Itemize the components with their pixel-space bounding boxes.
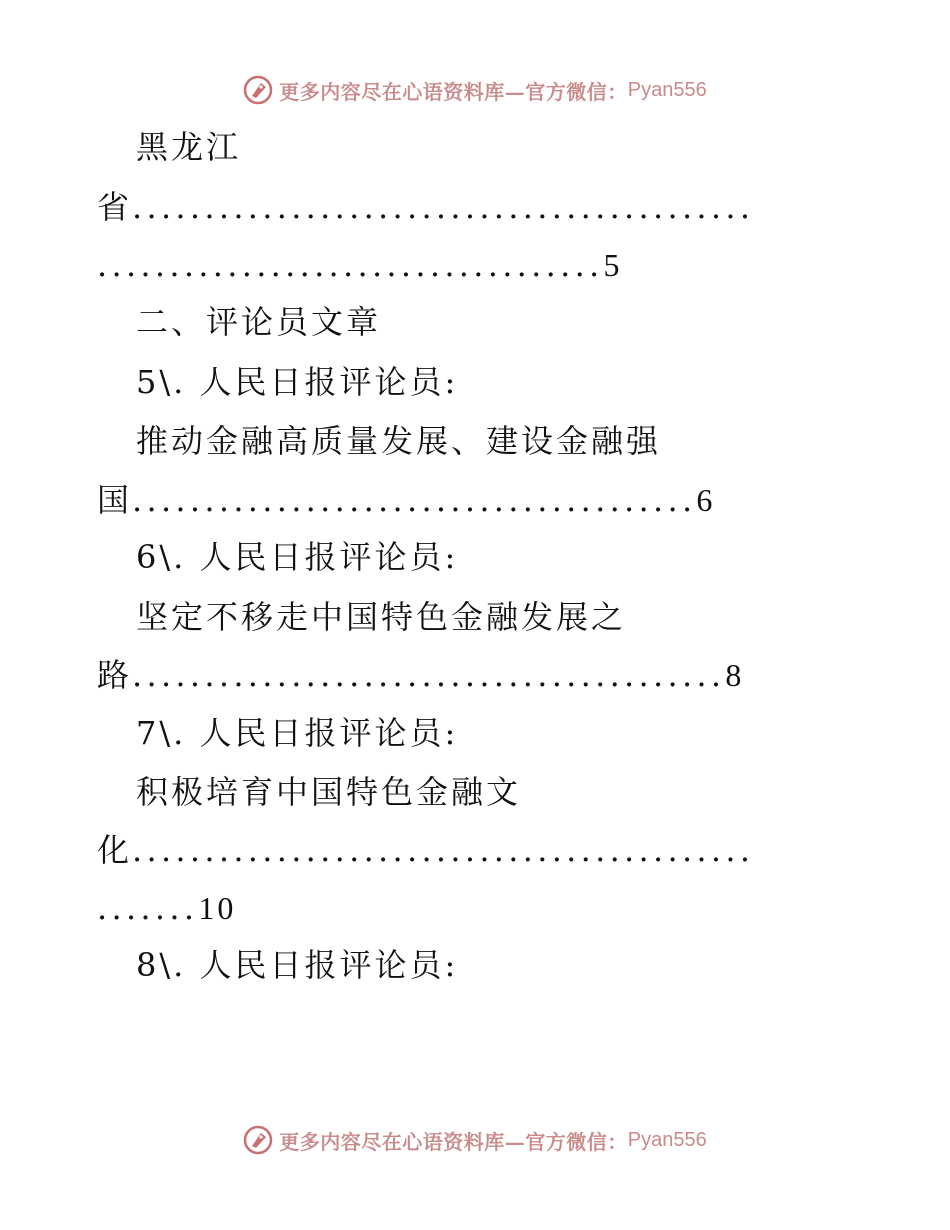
toc-entry-title-end: 省 bbox=[97, 188, 133, 226]
toc-entry-title: 坚定不移走中国特色金融发展之 bbox=[136, 598, 627, 636]
toc-entry-line bbox=[97, 830, 754, 870]
toc-entry-label: 5\. 人民日报评论员: bbox=[136, 363, 459, 401]
pen-nib-icon bbox=[243, 1125, 273, 1155]
toc-entry-title-end: 路 bbox=[97, 656, 133, 694]
toc-entry-line bbox=[97, 480, 715, 520]
pen-nib-icon bbox=[243, 75, 273, 105]
watermark-wechat-id: Pyan556 bbox=[627, 1128, 707, 1151]
toc-entry-label: 8\. 人民日报评论员: bbox=[136, 946, 459, 984]
toc-entry-title: 黑龙江 bbox=[136, 128, 242, 166]
toc-entry-line bbox=[97, 187, 754, 227]
toc-entry-label: 7\. 人民日报评论员: bbox=[136, 714, 459, 752]
watermark-wechat-id: Pyan556 bbox=[627, 78, 707, 101]
toc-page-number: 8 bbox=[725, 657, 745, 693]
toc-entry-line bbox=[97, 655, 744, 695]
toc-page-number: 5 bbox=[603, 247, 623, 283]
toc-entry-title: 积极培育中国特色金融文 bbox=[136, 773, 522, 811]
toc-entry-title-end: 化 bbox=[97, 831, 133, 869]
toc-leader-dots: ................................... bbox=[97, 246, 604, 284]
watermark-text: 更多内容尽在心语资料库—官方微信： bbox=[279, 1129, 628, 1154]
header-watermark bbox=[0, 70, 950, 110]
toc-page-number: 10 bbox=[198, 890, 237, 926]
toc-leader-dots: ......................................... bbox=[132, 656, 726, 694]
toc-entry-label: 6\. 人民日报评论员: bbox=[136, 538, 459, 576]
toc-leader-dots: ....................................... bbox=[132, 481, 697, 519]
watermark-text: 更多内容尽在心语资料库—官方微信： bbox=[279, 79, 628, 104]
toc-entry-line bbox=[97, 245, 623, 285]
toc-entry-title: 推动金融高质量发展、建设金融强 bbox=[136, 422, 662, 460]
footer-watermark bbox=[0, 1120, 950, 1160]
toc-leader-dots: ........................................... bbox=[132, 188, 755, 226]
toc-entry-line bbox=[97, 888, 236, 928]
toc-entry-title-end: 国 bbox=[97, 481, 133, 519]
toc-leader-dots: ....... bbox=[97, 889, 199, 927]
toc-leader-dots: ........................................... bbox=[132, 831, 755, 869]
section-heading: 二、评论员文章 bbox=[136, 303, 382, 341]
toc-page-number: 6 bbox=[696, 482, 716, 518]
